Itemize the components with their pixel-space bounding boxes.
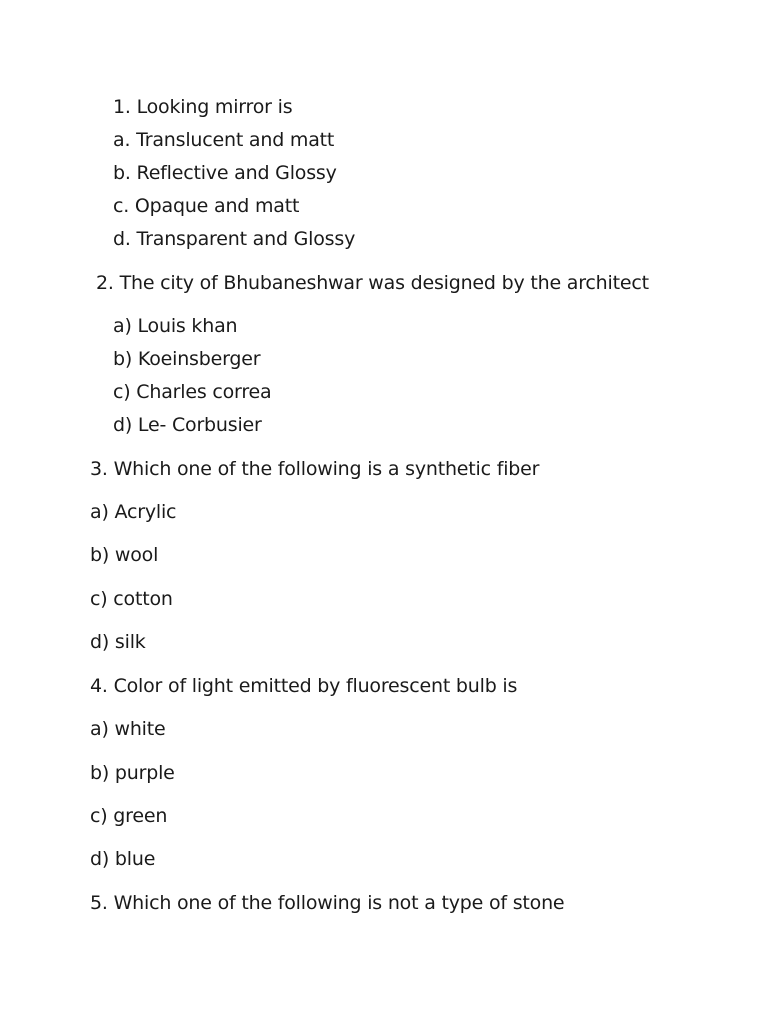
question-2-option-d: d) Le- Corbusier <box>113 414 262 436</box>
question-4-option-c: c) green <box>90 805 168 827</box>
question-1-text: 1. Looking mirror is <box>113 96 293 118</box>
question-1-option-c: c. Opaque and matt <box>113 195 300 217</box>
question-4-option-d: d) blue <box>90 848 156 870</box>
question-1-option-b: b. Reflective and Glossy <box>113 162 337 184</box>
question-3-text: 3. Which one of the following is a synthetic fiber <box>90 458 540 480</box>
question-2-option-b: b) Koeinsberger <box>113 348 261 370</box>
question-3-option-b: b) wool <box>90 544 159 566</box>
question-2-option-c: c) Charles correa <box>113 381 272 403</box>
question-4-option-a: a) white <box>90 718 166 740</box>
question-3-option-c: c) cotton <box>90 588 173 610</box>
question-1-option-a: a. Translucent and matt <box>113 129 335 151</box>
question-1-option-d: d. Transparent and Glossy <box>113 228 356 250</box>
question-2-text: 2. The city of Bhubaneshwar was designed by the architect <box>96 272 649 294</box>
question-5-text: 5. Which one of the following is not a type of stone <box>90 892 565 914</box>
question-4-text: 4. Color of light emitted by fluorescent bulb is <box>90 675 518 697</box>
question-4-option-b: b) purple <box>90 762 175 784</box>
question-3-option-a: a) Acrylic <box>90 501 177 523</box>
question-2-option-a: a) Louis khan <box>113 315 238 337</box>
question-3-option-d: d) silk <box>90 631 146 653</box>
